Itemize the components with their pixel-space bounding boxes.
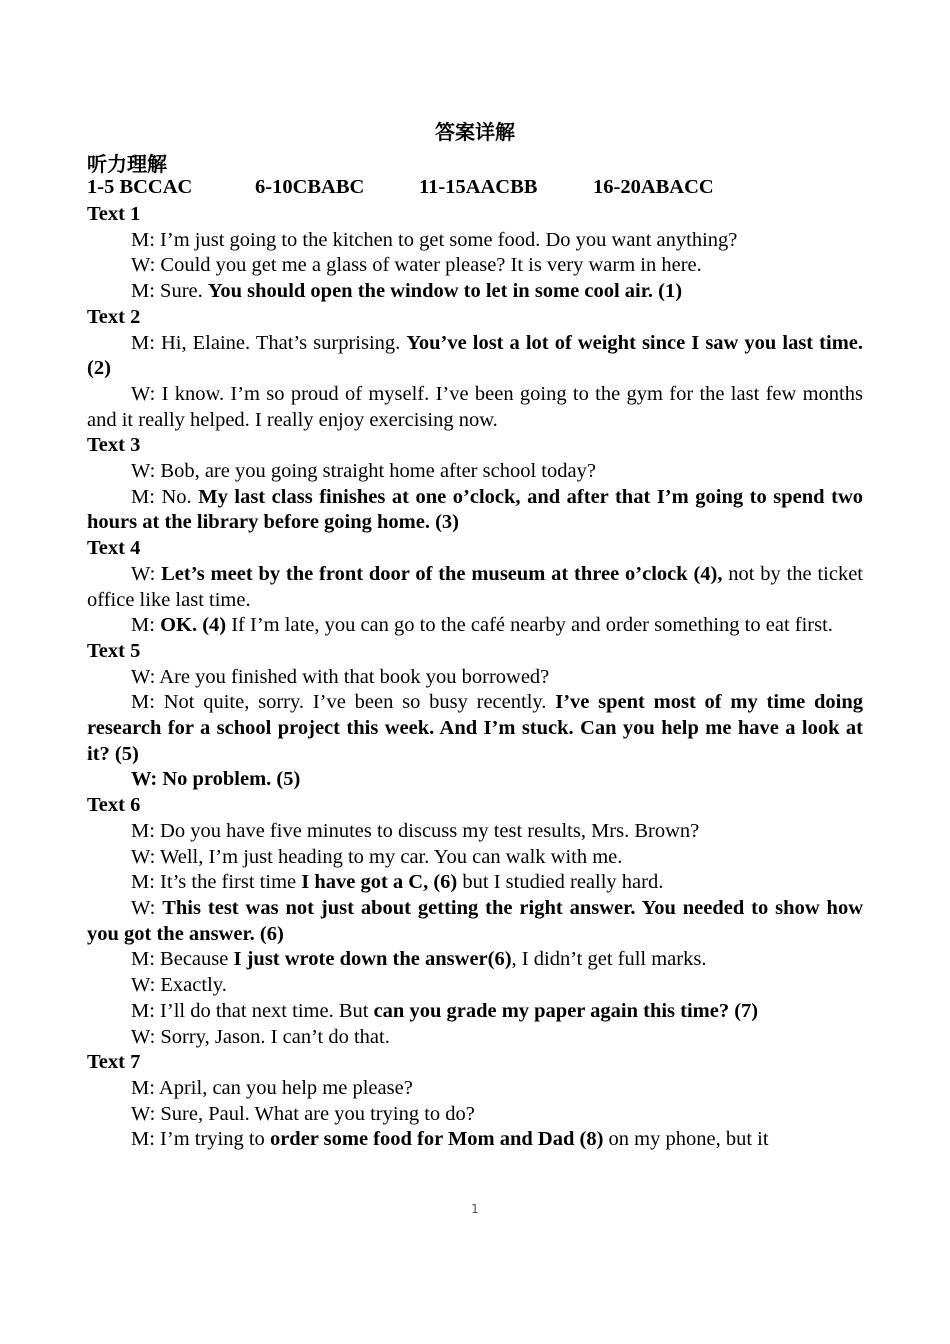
dialogue-line	[87, 279, 863, 305]
page-title: 答案详解	[435, 120, 515, 144]
answer-evidence: W: No problem. (5)	[131, 768, 301, 791]
answer-group-4: 16-20ABACC	[593, 176, 714, 198]
dialogue-line	[87, 999, 863, 1025]
dialogue-text: but I studied really hard.	[457, 871, 664, 894]
dialogue-line	[87, 973, 863, 999]
answer-evidence: This test was not just about getting the right answer. You needed to show how you got the answer. (6)	[87, 896, 863, 945]
dialogue-text: M: I’ll do that next time. But	[131, 999, 374, 1022]
dialogue-text: W: Sure, Paul. What are you trying to do?	[131, 1102, 475, 1125]
dialogue-text: M: No.	[131, 485, 199, 508]
dialogue-line	[87, 382, 863, 433]
answer-evidence: OK. (4)	[160, 614, 227, 637]
dialogue-line	[87, 665, 863, 691]
answer-evidence: My last class finishes at one o’clock, and after that I’m going to spend two hours at the library before going home. (3)	[87, 485, 863, 534]
dialogue-text: W:	[131, 896, 163, 919]
dialogue-text: W: I know. I’m so proud of myself. I’ve been going to the gym for the last few months and it really helped. I really enjoy exercising now.	[87, 382, 863, 431]
answer-evidence: Let’s meet by the front door of the museum at three o’clock (4),	[161, 562, 723, 585]
answer-evidence: I’ve spent most of my time doing research for a school project this week. And I’m stuck. Can you help me have a look at it? (5)	[87, 691, 863, 765]
dialogue-text: W: Bob, are you going straight home after school today?	[131, 460, 596, 483]
dialogue-line	[87, 845, 863, 871]
dialogue-line	[87, 1102, 863, 1128]
dialogue-line	[87, 947, 863, 973]
dialogue-text: W:	[131, 562, 162, 585]
section-heading: 听力理解	[87, 152, 167, 176]
answer-evidence: order some food for Mom and Dad (8)	[269, 1128, 604, 1151]
dialogue-text: M: Because	[131, 948, 234, 971]
dialogue-line	[87, 1127, 863, 1153]
dialogue-line	[87, 459, 863, 485]
dialogue-line	[87, 870, 863, 896]
dialogue-text: M: Hi, Elaine. That’s surprising.	[131, 331, 407, 354]
dialogue-text: W: Could you get me a glass of water please? It is very warm in here.	[131, 254, 702, 277]
dialogue-line	[87, 331, 863, 382]
answer-group-3: 11-15AACBB	[419, 176, 538, 198]
answer-evidence: I just wrote down the answer(6)	[233, 948, 512, 971]
text-heading: Text 5	[87, 639, 141, 662]
dialogue-text: M: Sure.	[131, 280, 208, 303]
dialogue-line	[87, 562, 863, 613]
dialogue-text: W: Sorry, Jason. I can’t do that.	[131, 1025, 390, 1048]
text-heading: Text 1	[87, 203, 141, 225]
text-heading: Text 4	[87, 537, 141, 560]
answer-group-1: 1-5 BCCAC	[87, 176, 193, 198]
text-heading: Text 2	[87, 305, 141, 328]
answer-evidence: can you grade my paper again this time? (7)	[373, 999, 759, 1022]
dialogue-text: M: It’s the first time	[131, 871, 302, 894]
dialogue-text: If I’m late, you can go to the café nearby and order something to eat first.	[226, 614, 833, 637]
dialogue-line	[87, 767, 863, 793]
dialogue-text: not by the ticket office like last time.	[87, 562, 863, 611]
dialogue-line	[87, 228, 863, 254]
dialogue-line	[87, 690, 863, 767]
page-number: 1	[471, 1202, 479, 1216]
answer-evidence: I have got a C, (6)	[301, 871, 458, 894]
dialogue-text: M: I’m just going to the kitchen to get some food. Do you want anything?	[131, 228, 738, 251]
dialogue-text: on my phone, but it	[603, 1128, 769, 1151]
dialogue-line	[87, 896, 863, 947]
dialogue-line	[87, 1025, 863, 1051]
dialogue-line	[87, 253, 863, 279]
dialogue-text: W: Are you finished with that book you borrowed?	[131, 665, 550, 688]
dialogue-text: M: Not quite, sorry. I’ve been so busy recently.	[131, 691, 556, 714]
dialogue-text: M: Do you have five minutes to discuss my test results, Mrs. Brown?	[131, 819, 700, 842]
text-heading: Text 7	[87, 1051, 141, 1074]
dialogue-text: , I didn’t get full marks.	[511, 948, 707, 971]
text-heading: Text 3	[87, 434, 141, 457]
dialogue-text: M: April, can you help me please?	[131, 1076, 413, 1099]
dialogue-line	[87, 485, 863, 536]
dialogue-line	[87, 819, 863, 845]
answer-evidence: You should open the window to let in some cool air. (1)	[207, 280, 683, 303]
transcript-body	[87, 202, 863, 1153]
answer-evidence: You’ve lost a lot of weight since I saw you last time. (2)	[87, 331, 864, 380]
dialogue-text: W: Exactly.	[131, 974, 227, 997]
dialogue-line	[87, 613, 863, 639]
text-heading: Text 6	[87, 794, 141, 817]
dialogue-text: M:	[131, 614, 161, 637]
dialogue-line	[87, 1076, 863, 1102]
dialogue-text: W: Well, I’m just heading to my car. You can walk with me.	[131, 845, 623, 868]
dialogue-text: M: I’m trying to	[131, 1128, 270, 1151]
answer-group-2: 6-10CBABC	[255, 176, 365, 198]
